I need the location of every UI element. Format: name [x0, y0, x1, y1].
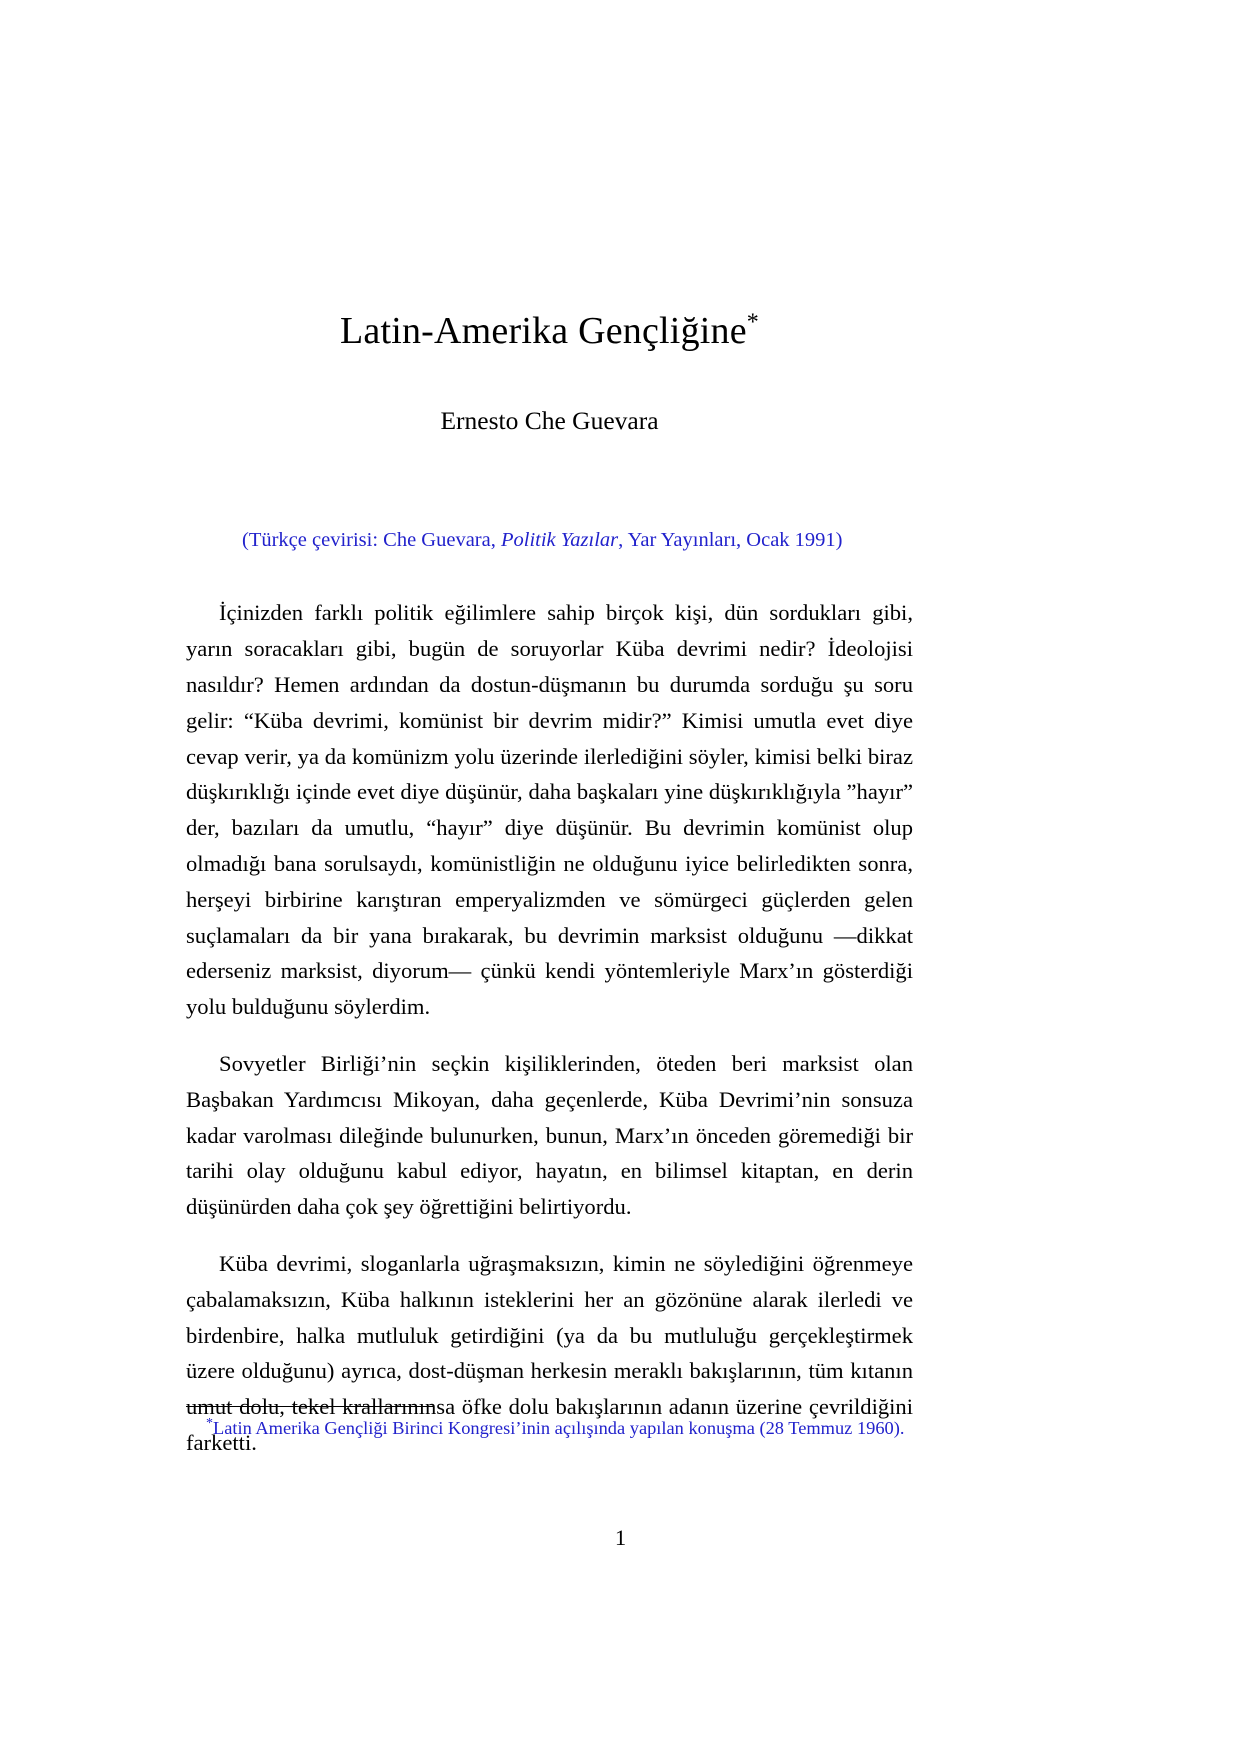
footnote-marker: * [206, 1415, 213, 1431]
body-paragraph-1: İçinizden farklı politik eğilimlere sahip birçok kişi, dün sordukları gibi, yarın soracakları gibi, bugün de soruyorlar Küba devrimi nedir? İdeolojisi nasıldır? Hemen ardından da dostun-düşmanın bu durumda sorduğu şu soru gelir: “Küba devrimi, komünist bir devrim midir?” Kimisi umutla evet diye cevap verir, ya da komünizm yolu üzerinde ilerlediğini söyler, kimisi belki biraz düşkırıklığı içinde evet diye düşünür, daha başkaları yine düşkırıklığıyla ”hayır” der, bazıları da umutlu, “hayır” diye düşünür. Bu devrimin komünist olup olmadığı bana sorulsaydı, komünistliğin ne olduğunu iyice belirledikten sonra, herşeyi birbirine karıştıran emperyalizmden ve sömürgeci güçlerden gelen suçlamaları da bir yana bırakarak, bu devrimin marksist olduğunu —dikkat ederseniz marksist, diyorum— çünkü kendi yöntemleriyle Marx’ın gösterdiği yolu bulduğunu söylerdim. [186, 600, 913, 1020]
page-title [186, 0, 913, 354]
title-footnote-marker: * [746, 309, 759, 336]
page-number: 1 [614, 1525, 627, 1550]
body-paragraph-2: Sovyetler Birliği’nin seçkin kişiliklerinden, öteden beri marksist olan Başbakan Yardımcısı Mikoyan, daha geçenlerde, Küba Devrimi’nin sonsuza kadar varolması dileğinde bulunurken, bunun, Marx’ın önceden göremediği bir tarihi olay olduğunu kabul ediyor, hayatın, en bilimsel kitaptan, en derin düşünürden daha çok şey öğrettiğini belirtiyordu. [186, 1051, 913, 1220]
citation-book-title: Politik Yazılar [500, 529, 619, 552]
footnote-body: Latin Amerika Gençliği Birinci Kongresi’inin açılışında yapılan konuşma (28 Temmuz 1960). [213, 1418, 905, 1438]
citation-prefix: (Türkçe çevirisi: Che Guevara, [242, 529, 501, 552]
translation-citation [186, 436, 913, 557]
page-title-text: Latin-Amerika Gençliğine [339, 310, 747, 352]
footnote-area [186, 1406, 913, 1443]
author-name: Ernesto Che Guevara [440, 405, 659, 435]
citation-suffix: , Yar Yayınları, Ocak 1991) [618, 529, 843, 552]
page-content [186, 0, 913, 1461]
footnote-separator-rule [186, 1406, 434, 1407]
body-paragraph-3: Küba devrimi, sloganlarla uğraşmaksızın, kimin ne söylediğini öğrenmeye çabalamaksızın, Küba halkının isteklerini her an gözönüne alarak ilerledi ve birdenbire, halka mutluluk getirdiğini (ya da bu mutluluğu gerçekleştirmek üzere olduğunu) ayrıca, dost-düşman herkesin meraklı bakışlarının, tüm kıtanın umut dolu, tekel krallarınınsa öfke dolu bakışlarının adanın üzerine çevrildiğini farketti. [186, 1251, 913, 1456]
footnote-text [186, 1415, 913, 1443]
